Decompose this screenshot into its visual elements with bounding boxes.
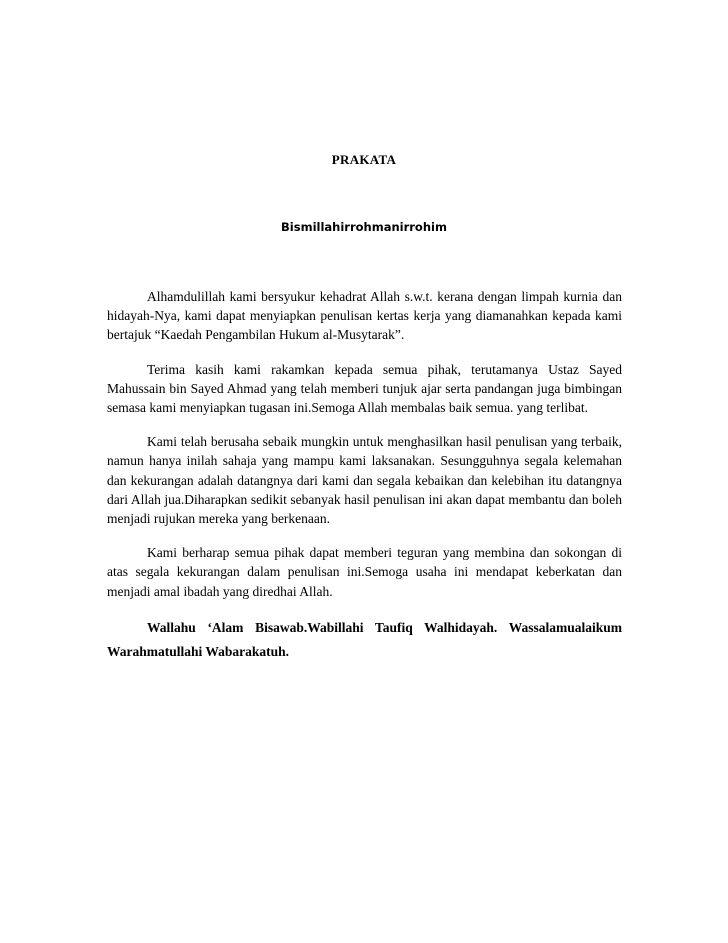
basmalah-heading: Bismillahirrohmanirrohim [281,220,447,234]
paragraph-thanks: Terima kasih kami rakamkan kepada semua pihak, terutamanya Ustaz Sayed Mahussain bin Sayed Ahmad yang telah memberi tunjuk ajar serta pandangan juga bimbingan semasa kami menyiapkan tugasan ini.Semoga Allah membalas baik semua. yang terlibat. [107,361,622,416]
paragraph-effort: Kami telah berusaha sebaik mungkin untuk menghasilkan hasil penulisan yang terbaik, namun hanya inilah sahaja yang mampu kami laksanakan. Sesungguhnya segala kelemahan dan kekurangan adalah datangnya dari kami dan segala kebaikan dan kelebihan itu datangnya dari Allah jua.Diharapkan sedikit sebanyak hasil penulisan ini akan dapat membantu dan boleh menjadi rujukan mereka yang berkenaan. [107,434,622,527]
paragraph-hope: Kami berharap semua pihak dapat memberi teguran yang membina dan sokongan di atas segala kekurangan dalam penulisan ini.Semoga usaha ini mendapat keberkatan dan menjadi amal ibadah yang diredhai Allah. [107,545,622,599]
page-title: PRAKATA [331,152,397,167]
document-body [107,287,622,664]
closing-salutation: Wallahu ‘Alam Bisawab.Wabillahi Taufiq Walhidayah. Wassalamualaikum Warahmatullahi Wabarakatuh. [107,619,622,659]
paragraph-gratitude: Alhamdulillah kami bersyukur kehadrat Allah s.w.t. kerana dengan limpah kurnia dan hidayah-Nya, kami dapat menyiapkan penulisan kertas kerja yang diamanahkan kepada kami bertajuk “Kaedah Pengambilan Hukum al-Musytarak”. [107,289,622,343]
